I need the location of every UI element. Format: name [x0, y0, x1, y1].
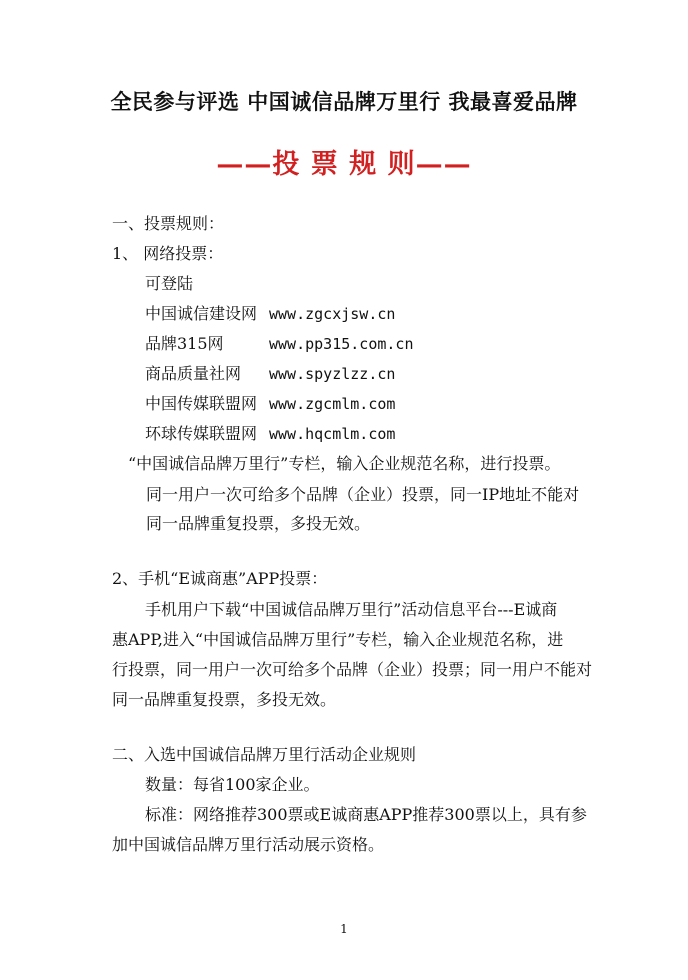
section2-standard-line2: 加中国诚信品牌万里行活动展示资格。: [112, 835, 385, 854]
page-subtitle: ——投 票 规 则——: [216, 149, 472, 180]
site-row: [145, 302, 395, 326]
item2-heading: 2、手机“E诚商惠”APP投票：: [112, 569, 328, 588]
site-url: www.hqcmlm.com: [269, 425, 396, 443]
site-row: [145, 422, 395, 446]
site-url: www.zgcmlm.com: [269, 395, 396, 413]
section2-heading: 二、入选中国诚信品牌万里行活动企业规则: [112, 745, 417, 764]
site-row: [145, 392, 395, 416]
site-url: www.pp315.com.cn: [269, 335, 414, 353]
item2-line4: 同一品牌重复投票，多投无效。: [112, 690, 337, 709]
page-title: 全民参与评选 中国诚信品牌万里行 我最喜爱品牌: [110, 89, 578, 114]
site-name: 中国诚信建设网: [145, 304, 258, 323]
section2-quantity: 数量：每省100家企业。: [145, 775, 320, 794]
site-name: 商品质量社网: [145, 364, 242, 383]
site-name: 品牌315网: [145, 334, 224, 353]
site-url: www.zgcxjsw.cn: [269, 305, 396, 323]
item1-line3: 同一品牌重复投票，多投无效。: [146, 514, 371, 533]
site-name: 环球传媒联盟网: [145, 424, 258, 443]
section2-standard-line1: 标准：网络推荐300票或E诚商惠APP推荐300票以上，具有参: [145, 805, 587, 824]
site-row: [145, 332, 414, 356]
item1-heading: 1、 网络投票：: [112, 244, 224, 263]
item2-line2: 惠APP,进入“中国诚信品牌万里行”专栏，输入企业规范名称，进: [112, 630, 564, 649]
item1-line2: 同一用户一次可给多个品牌（企业）投票，同一IP地址不能对: [146, 485, 580, 504]
site-row: [145, 362, 395, 386]
site-name: 中国传媒联盟网: [145, 394, 258, 413]
site-url: www.spyzlzz.cn: [269, 365, 396, 383]
page-number: 1: [340, 922, 348, 936]
item2-line3: 行投票，同一用户一次可给多个品牌（企业）投票；同一用户不能对: [112, 660, 593, 679]
item1-line1: “中国诚信品牌万里行”专栏，输入企业规范名称，进行投票。: [128, 454, 561, 473]
section1-heading: 一、投票规则：: [112, 214, 225, 233]
item2-line1: 手机用户下载“中国诚信品牌万里行”活动信息平台---E诚商: [145, 600, 558, 619]
item1-intro: 可登陆: [145, 274, 194, 293]
